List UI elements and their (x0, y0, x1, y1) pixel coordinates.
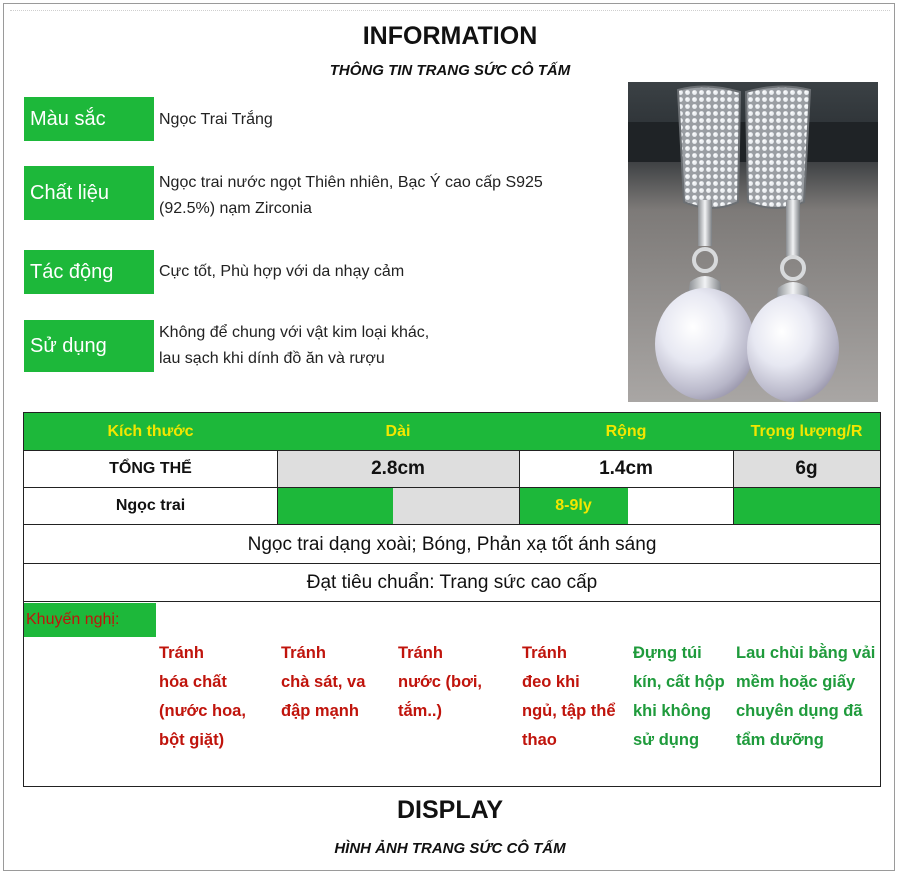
recommend-item: Đựng túi kín, cất hộp khi không sử dụng (633, 644, 725, 749)
header-size: Kích thước (24, 413, 277, 450)
size-table (23, 412, 881, 787)
pearl-size: 8-9ly (519, 488, 628, 524)
note-standard: Đạt tiêu chuẩn: Trang sức cao cấp (306, 572, 598, 593)
display-subtitle: HÌNH ẢNH TRANG SỨC CÔ TẤM (334, 840, 566, 857)
table-line (24, 601, 880, 602)
overall-length: 2.8cm (277, 450, 519, 487)
spec-value-material: Ngọc trai nước ngọt Thiên nhiên, Bạc Ý cao cấp S925 (92.5%) nạm Zirconia (159, 174, 543, 217)
pearl-weight-bar (733, 488, 880, 524)
note-pearl-shape: Ngọc trai dạng xoài; Bóng, Phản xạ tốt ánh sáng (247, 534, 657, 555)
header-length: Dài (277, 413, 519, 450)
header-weight: Trọng lượng/R (733, 413, 880, 450)
spec-label-color: Màu sắc (24, 97, 154, 141)
spec-value-color: Ngọc Trai Trắng (159, 111, 273, 128)
pearl-earrings-photo (628, 82, 878, 402)
table-line (733, 450, 734, 524)
spec-label-effect: Tác động (24, 250, 154, 294)
recommend-item: Tránh chà sát, va đập mạnh (281, 644, 366, 720)
spec-value-usage: Không để chung với vật kim loại khác, lau sạch khi dính đồ ăn và rượu (159, 324, 430, 367)
page-title: INFORMATION (362, 22, 538, 50)
overall-weight: 6g (733, 450, 880, 487)
spec-label-usage: Sử dụng (24, 320, 154, 372)
row-label-overall: TỔNG THỂ (109, 459, 192, 477)
header-width: Rộng (519, 413, 733, 450)
table-line (24, 524, 880, 525)
overall-width: 1.4cm (599, 457, 653, 479)
table-line (277, 450, 278, 524)
page-subtitle: THÔNG TIN TRANG SỨC CÔ TẤM (329, 62, 571, 79)
row-label-pearl: Ngọc trai (115, 497, 186, 514)
table-line (24, 450, 880, 451)
pearl-length-bar (277, 488, 393, 524)
spec-value-effect: Cực tốt, Phù hợp với da nhạy cảm (159, 263, 405, 280)
grid-line (10, 10, 890, 11)
spec-label-material: Chất liệu (24, 166, 154, 220)
pearl-earrings-image (628, 82, 878, 402)
recommend-item: Tránh nước (bơi, tắm..) (398, 644, 482, 720)
display-title: DISPLAY (396, 796, 504, 824)
table-line (24, 487, 880, 488)
pearl-width-empty (628, 488, 733, 524)
recommend-label: Khuyến nghị: (24, 603, 156, 637)
recommend-item: Lau chùi bằng vải mềm hoặc giấy chuyên dụng đã tẩm dưỡng (736, 644, 876, 749)
pearl-length-empty (393, 488, 519, 524)
table-line (519, 450, 520, 524)
recommend-item: Tránh đeo khi ngủ, tập thể thao (522, 644, 616, 749)
table-line (24, 563, 880, 564)
recommend-item: Tránh hóa chất (nước hoa, bột giặt) (159, 644, 246, 749)
